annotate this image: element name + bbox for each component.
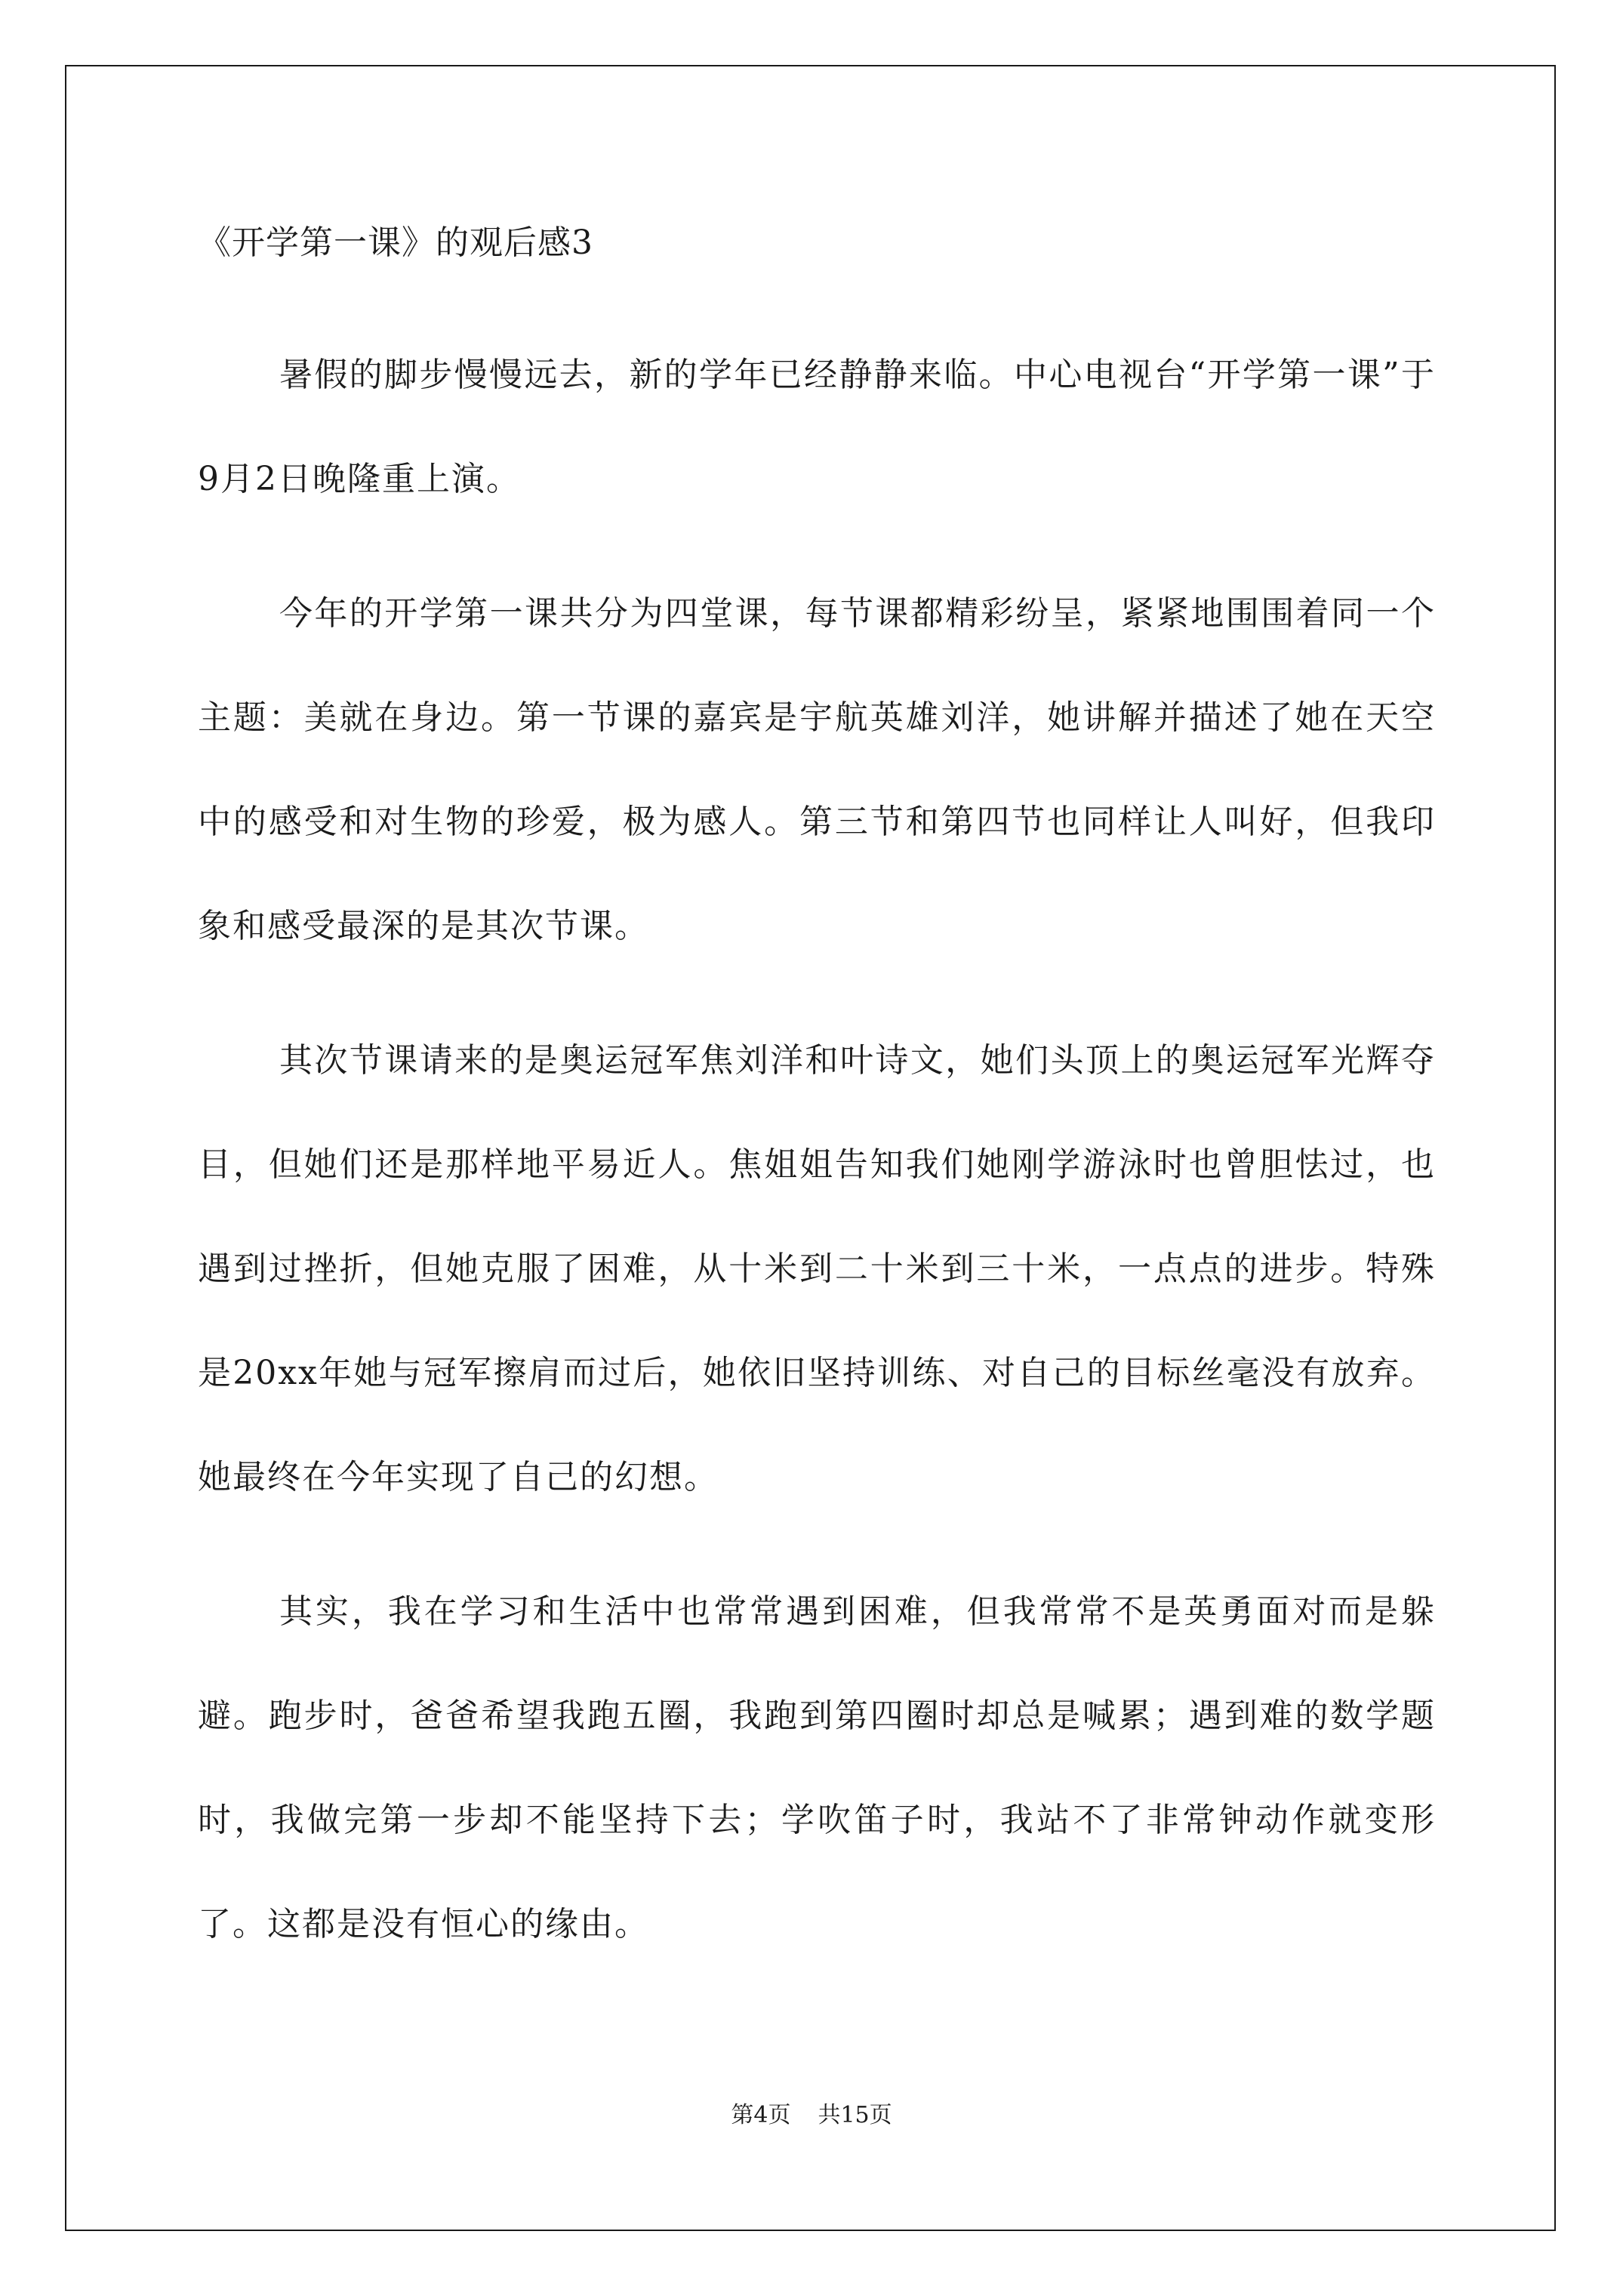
document-body [198,219,1436,1977]
paragraph: 暑假的脚步慢慢远去，新的学年已经静静来临。中心电视台“开学第一课”于9月2日晚隆重上演。 [198,356,1436,498]
document-title: 《开学第一课》的观后感3 [198,223,593,262]
page-total: 共15页 [818,2102,892,2128]
page-footer [0,2100,1623,2131]
paragraph: 其次节课请来的是奥运冠军焦刘洋和叶诗文，她们头顶上的奥运冠军光辉夺目，但她们还是那样地平易近人。焦姐姐告知我们她刚学游泳时也曾胆怯过，也遇到过挫折，但她克服了困难，从十米到二十米到三十米，一点点的进步。特殊是20xx年她与冠军擦肩而过后，她依旧坚持训练、对自己的目标丝毫没有放弃。她最终在今年实现了自己的幻想。 [198,1041,1436,1496]
page-number: 第4页 [731,2102,791,2128]
paragraph-list [198,323,1436,1977]
paragraph: 今年的开学第一课共分为四堂课，每节课都精彩纷呈，紧紧地围围着同一个主题：美就在身边。第一节课的嘉宾是宇航英雄刘洋，她讲解并描述了她在天空中的感受和对生物的珍爱，极为感人。第三节和第四节也同样让人叫好，但我印象和感受最深的是其次节课。 [198,594,1436,945]
paragraph: 其实，我在学习和生活中也常常遇到困难，但我常常不是英勇面对而是躲避。跑步时，爸爸希望我跑五圈，我跑到第四圈时却总是喊累；遇到难的数学题时，我做完第一步却不能坚持下去；学吹笛子时，我站不了非常钟动作就变形了。这都是没有恒心的缘由。 [198,1592,1436,1943]
